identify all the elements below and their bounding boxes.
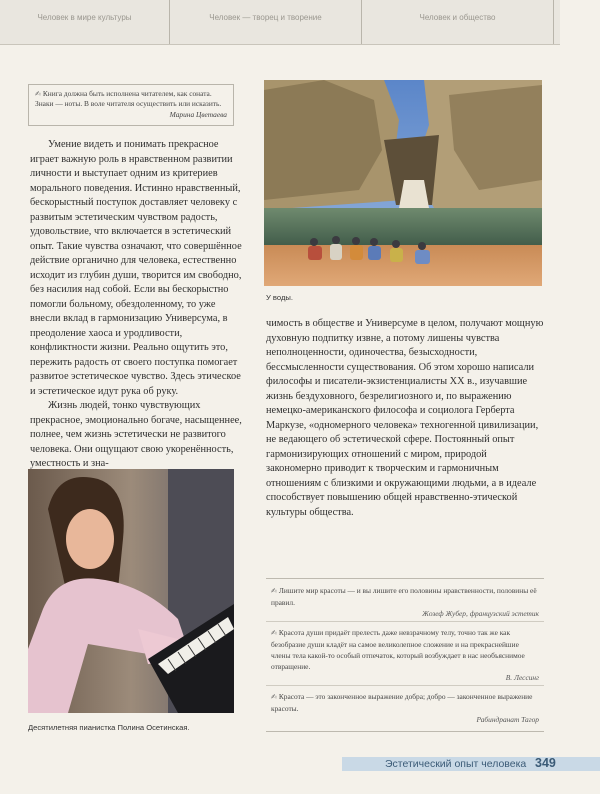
- pen-icon: ✍: [271, 693, 277, 701]
- pen-icon: ✍: [271, 587, 277, 595]
- column-right-text: чимость в обществе и Универсуме в целом, получают мощную духовную подпитку извне, а потому лишены чувства неполноценности, одиночества, безысходности, бессмысленности существования. Об этом хорошо написали философы и писатели-экзистенциалисты XX в., изучавшие жизнь бездуховного, безрелигиозного и, по выражению немецко-американского философа и социолога Герберта Маркузе, «одномерного человека» техногенной цивилизации, не ведающего об эстетической сфере. Постоянный опыт гармонизирующих отношений с миром, природой закономерно приводит к творческим и гармоничным отношениям с близкими и окружающими людьми, а в идеале способствует повышению общей нравственно-этической культуры общества.: [266, 318, 544, 518]
- quotes-block: [266, 578, 544, 732]
- pianist-illustration: [28, 469, 234, 713]
- pen-icon: ✍: [35, 90, 41, 98]
- page-number: 349: [535, 756, 556, 770]
- quote-divider: [266, 621, 544, 622]
- caption-pianist: Десятилетняя пианистка Полина Осетинская.: [28, 723, 190, 732]
- quote-3: [271, 691, 539, 725]
- quote-1: [271, 585, 539, 619]
- canyon-illustration: [264, 80, 542, 286]
- paragraph-2: Жизнь людей, тонко чувствующих прекрасное, эмоционально богаче, насыщеннее, полнее, чем жизнь эстетически не развитого человека. Они ощущают свою укоренённость, уместность и зна-: [30, 400, 242, 469]
- caption-water: У воды.: [266, 293, 293, 302]
- photo-by-water: [264, 80, 542, 286]
- quote-2-author: В. Лессинг: [505, 673, 539, 682]
- epigraph-author: Марина Цветаева: [169, 110, 227, 119]
- chapter-header: [0, 0, 560, 45]
- chapter-tab-2: Человек — творец и творение: [170, 0, 362, 44]
- epigraph-box: [28, 84, 234, 126]
- chapter-tab-1: Человек в мире культуры: [0, 0, 170, 44]
- quote-2-text: Красота души придаёт прелесть даже невзрачному телу, точно так же как безобразие души кладёт на самое великолепное сложение и на прекраснейшие члены тела какой-то особый отпечаток, который возбуждает в нас необъяснимое отвращение.: [271, 628, 525, 671]
- quote-1-text: Лишите мир красоты — и вы лишите его половины нравственности, половины её правил.: [271, 586, 537, 607]
- quote-2: [271, 627, 539, 683]
- quote-3-author: Рабиндранат Тагор: [476, 715, 539, 724]
- epigraph-text: Книга должна быть исполнена читателем, как соната. Знаки — ноты. В воле читателя осуществить или исказить.: [35, 89, 222, 108]
- footer-section-title: Эстетический опыт человека: [385, 758, 527, 770]
- pen-icon: ✍: [271, 629, 277, 637]
- photo-young-pianist: [28, 469, 234, 713]
- quote-divider: [266, 685, 544, 686]
- paragraph-1: Умение видеть и понимать прекрасное играет важную роль в нравственном развитии личности и выступает одним из критериев морального поведения. Истинно нравственный, бескорыстный поступок доставляет человеку с развитым эстетическим чувством радость, удовольствие, что включается в эстетический опыт. Такие чувства означают, что совершённое действие органично для человека, естественно исходит из глубин души, творится им свободно, без насилия над собой. Если вы бескорыстно помогли больному, обездоленному, то уже внесли вклад в гармонизацию Универсума, в преодоление хаоса и уродливости, конфликтности жизни. Реально ощутить это, пережить радость от своего поступка помогает развитое эстетическое чувство. Здесь этическое и эстетическое идут рука об руку.: [30, 139, 242, 397]
- chapter-tab-3: Человек и общество: [362, 0, 554, 44]
- quote-1-author: Жозеф Жубер, французский эстетик: [422, 609, 539, 618]
- column-left-text: [30, 138, 242, 472]
- quote-3-text: Красота — это законченное выражение добра; добро — законченное выражение красоты.: [271, 692, 533, 713]
